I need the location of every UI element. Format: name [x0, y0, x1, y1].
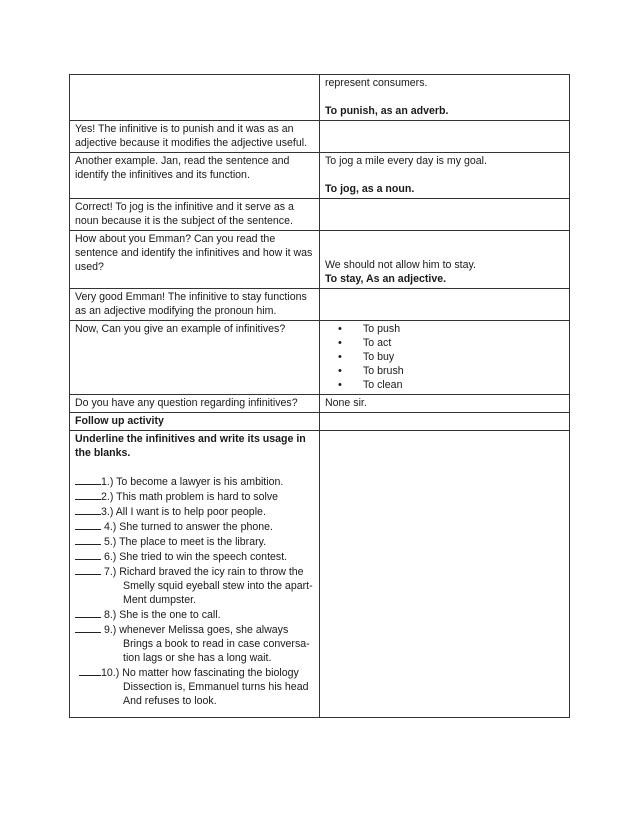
table-row	[70, 199, 570, 231]
student-cell	[320, 395, 570, 413]
list-item: 5.) The place to meet is the library.	[75, 534, 314, 549]
lesson-table	[69, 74, 570, 718]
student-cell	[320, 121, 570, 153]
table-row	[70, 121, 570, 153]
table-row	[70, 413, 570, 431]
student-answer: To stay, As an adjective.	[325, 273, 447, 285]
student-text: represent consumers.	[325, 77, 428, 89]
example-list	[325, 322, 564, 392]
answer-blank	[75, 607, 101, 618]
table-row	[70, 395, 570, 413]
answer-blank	[75, 534, 101, 545]
teacher-text: Another example. Jan, read the sentence and identify the infinitives and its function.	[75, 155, 290, 181]
list-item-continuation: Smelly squid eyeball stew into the apart-	[123, 580, 313, 592]
section-heading: Follow up activity	[75, 415, 164, 427]
student-text: To jog a mile every day is my goal.	[325, 155, 487, 167]
student-cell	[320, 199, 570, 231]
list-item: • To act	[363, 336, 564, 350]
table-row	[70, 321, 570, 395]
teacher-cell	[70, 199, 320, 231]
activity-instruction: Underline the infinitives and write its usage in the blanks.	[75, 433, 306, 459]
teacher-cell	[70, 231, 320, 289]
list-item: 3.) All I want is to help poor people.	[75, 504, 314, 519]
student-cell	[320, 413, 570, 431]
teacher-text: Now, Can you give an example of infinitives?	[75, 323, 286, 335]
answer-blank	[75, 564, 101, 575]
student-cell	[320, 321, 570, 395]
list-item-continuation: Ment dumpster.	[123, 594, 197, 606]
list-item: 4.) She turned to answer the phone.	[75, 519, 314, 534]
answer-blank	[75, 549, 101, 560]
table-row	[70, 431, 570, 718]
teacher-text: How about you Emman? Can you read the sentence and identify the infinitives and how it was used?	[75, 233, 313, 273]
teacher-cell	[70, 321, 320, 395]
table-row	[70, 153, 570, 199]
teacher-cell	[70, 153, 320, 199]
teacher-cell	[70, 395, 320, 413]
student-cell	[320, 153, 570, 199]
answer-blank	[75, 504, 101, 515]
table-row	[70, 289, 570, 321]
teacher-cell	[70, 121, 320, 153]
list-item: 6.) She tried to win the speech contest.	[75, 549, 314, 564]
student-cell	[320, 75, 570, 121]
exercise-list	[75, 474, 314, 708]
list-item-continuation: Brings a book to read in case conversa-	[123, 638, 310, 650]
teacher-cell	[70, 289, 320, 321]
list-item: 10.) No matter how fascinating the biology	[75, 665, 314, 680]
teacher-text: Very good Emman! The infinitive to stay functions as an adjective modifying the pronoun him.	[75, 291, 307, 317]
list-item: • To clean	[363, 378, 564, 392]
list-item: 9.) whenever Melissa goes, she always	[75, 622, 314, 637]
list-item: 8.) She is the one to call.	[75, 607, 314, 622]
teacher-text: Correct! To jog is the infinitive and it serve as a noun because it is the subject of the sentence.	[75, 201, 294, 227]
list-item: • To push	[363, 322, 564, 336]
answer-blank	[75, 519, 101, 530]
student-answer: To jog, as a noun.	[325, 183, 415, 195]
student-text: None sir.	[325, 397, 367, 409]
list-item-continuation: And refuses to look.	[123, 695, 217, 707]
student-text: We should not allow him to stay.	[325, 259, 476, 271]
teacher-cell	[70, 431, 320, 718]
teacher-text: Yes! The infinitive is to punish and it was as an adjective because it modifies the adjective useful.	[75, 123, 308, 149]
answer-blank	[75, 474, 101, 485]
student-cell	[320, 231, 570, 289]
teacher-text: Do you have any question regarding infinitives?	[75, 397, 298, 409]
lesson-table-page	[69, 74, 569, 718]
list-item: • To brush	[363, 364, 564, 378]
list-item-continuation: Dissection is, Emmanuel turns his head	[123, 681, 309, 693]
list-item: 1.) To become a lawyer is his ambition.	[75, 474, 314, 489]
student-cell	[320, 431, 570, 718]
answer-blank	[75, 622, 101, 633]
student-cell	[320, 289, 570, 321]
answer-blank	[79, 665, 101, 676]
list-item: • To buy	[363, 350, 564, 364]
teacher-cell	[70, 75, 320, 121]
table-row	[70, 75, 570, 121]
list-item: 2.) This math problem is hard to solve	[75, 489, 314, 504]
student-answer: To punish, as an adverb.	[325, 105, 449, 117]
answer-blank	[75, 489, 101, 500]
table-row	[70, 231, 570, 289]
list-item-continuation: tion lags or she has a long wait.	[123, 652, 272, 664]
teacher-cell	[70, 413, 320, 431]
list-item: 7.) Richard braved the icy rain to throw the	[75, 564, 314, 579]
